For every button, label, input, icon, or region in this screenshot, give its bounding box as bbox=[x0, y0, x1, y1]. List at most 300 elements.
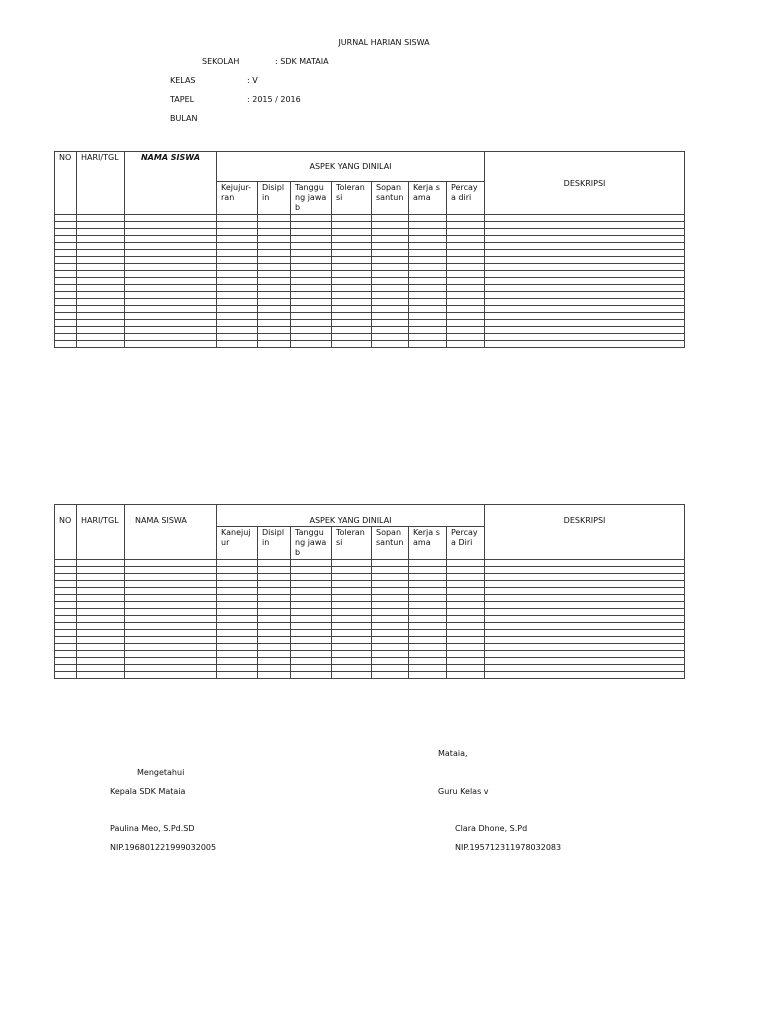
table-cell bbox=[217, 609, 258, 616]
table-row bbox=[55, 651, 685, 658]
table-cell bbox=[447, 257, 485, 264]
table-cell bbox=[77, 306, 125, 313]
table-cell bbox=[217, 327, 258, 334]
col-aspek: ASPEK YANG DINILAI bbox=[217, 505, 485, 527]
table-cell bbox=[291, 609, 332, 616]
table-cell bbox=[258, 581, 291, 588]
table-cell bbox=[55, 574, 77, 581]
table-cell bbox=[291, 658, 332, 665]
table-cell bbox=[447, 320, 485, 327]
table-cell bbox=[409, 215, 447, 222]
table-cell bbox=[291, 602, 332, 609]
table-cell bbox=[409, 285, 447, 292]
table-cell bbox=[291, 616, 332, 623]
col-deskripsi: DESKRIPSI bbox=[485, 152, 685, 215]
table-row bbox=[55, 341, 685, 348]
table-cell bbox=[291, 278, 332, 285]
table-cell bbox=[125, 271, 217, 278]
table-cell bbox=[217, 215, 258, 222]
sub-tanggung-jawab: Tanggung jawab bbox=[291, 182, 332, 215]
table-cell bbox=[409, 278, 447, 285]
table-cell bbox=[485, 574, 685, 581]
table-cell bbox=[332, 658, 372, 665]
table-cell bbox=[409, 616, 447, 623]
table-cell bbox=[485, 320, 685, 327]
table-row bbox=[55, 271, 685, 278]
table-cell bbox=[77, 616, 125, 623]
table-cell bbox=[125, 222, 217, 229]
table-cell bbox=[447, 229, 485, 236]
table-cell bbox=[447, 243, 485, 250]
table-cell bbox=[77, 257, 125, 264]
table-cell bbox=[372, 574, 409, 581]
col-no: NO bbox=[55, 505, 77, 560]
table-row bbox=[55, 306, 685, 313]
table-cell bbox=[217, 243, 258, 250]
table-cell bbox=[332, 630, 372, 637]
table-cell bbox=[332, 313, 372, 320]
page-title: JURNAL HARIAN SISWA bbox=[338, 38, 430, 47]
table-cell bbox=[485, 236, 685, 243]
table-cell bbox=[125, 285, 217, 292]
table-cell bbox=[447, 637, 485, 644]
table-cell bbox=[258, 616, 291, 623]
table-cell bbox=[217, 222, 258, 229]
table-cell bbox=[372, 637, 409, 644]
table-cell bbox=[125, 623, 217, 630]
table-cell bbox=[258, 637, 291, 644]
table-cell bbox=[291, 313, 332, 320]
col-nama-siswa: NAMA SISWA bbox=[125, 152, 217, 215]
table-cell bbox=[77, 250, 125, 257]
table-cell bbox=[217, 341, 258, 348]
kelas-label: KELAS bbox=[170, 76, 196, 85]
table-cell bbox=[77, 271, 125, 278]
col-aspek: ASPEK YANG DINILAI bbox=[217, 152, 485, 182]
table-cell bbox=[77, 665, 125, 672]
sekolah-value: : SDK MATAIA bbox=[275, 57, 329, 66]
table-cell bbox=[217, 257, 258, 264]
sub-tanggung-jawab: Tanggung jawab bbox=[291, 527, 332, 560]
table-cell bbox=[125, 341, 217, 348]
table-cell bbox=[372, 644, 409, 651]
table-cell bbox=[217, 334, 258, 341]
table-cell bbox=[55, 567, 77, 574]
table-cell bbox=[447, 560, 485, 567]
table-cell bbox=[55, 229, 77, 236]
table-cell bbox=[217, 278, 258, 285]
table-cell bbox=[485, 665, 685, 672]
table-cell bbox=[55, 292, 77, 299]
table-cell bbox=[55, 637, 77, 644]
tapel-label: TAPEL bbox=[170, 95, 195, 104]
sub-disiplin: Disiplin bbox=[258, 527, 291, 560]
table-cell bbox=[372, 588, 409, 595]
table-row bbox=[55, 334, 685, 341]
table-cell bbox=[372, 327, 409, 334]
table-cell bbox=[125, 278, 217, 285]
table-cell bbox=[409, 243, 447, 250]
table-cell bbox=[332, 236, 372, 243]
table-cell bbox=[217, 630, 258, 637]
table-cell bbox=[485, 630, 685, 637]
table-cell bbox=[291, 637, 332, 644]
table-cell bbox=[332, 644, 372, 651]
table-cell bbox=[372, 658, 409, 665]
table-cell bbox=[55, 257, 77, 264]
table-cell bbox=[409, 560, 447, 567]
table-cell bbox=[332, 327, 372, 334]
table-cell bbox=[485, 229, 685, 236]
table-row bbox=[55, 665, 685, 672]
table-cell bbox=[447, 222, 485, 229]
table-cell bbox=[217, 560, 258, 567]
table-cell bbox=[291, 222, 332, 229]
table-cell bbox=[55, 609, 77, 616]
table-cell bbox=[77, 623, 125, 630]
sub-kejujuran: Kejujur-ran bbox=[217, 182, 258, 215]
table-cell bbox=[217, 299, 258, 306]
table-cell bbox=[372, 299, 409, 306]
table-cell bbox=[258, 271, 291, 278]
sub-sopan-santun: Sopan santun bbox=[372, 527, 409, 560]
table-cell bbox=[291, 672, 332, 679]
table-cell bbox=[55, 327, 77, 334]
table-cell bbox=[372, 609, 409, 616]
table-cell bbox=[217, 588, 258, 595]
table-cell bbox=[217, 672, 258, 679]
table-cell bbox=[372, 320, 409, 327]
table-row bbox=[55, 595, 685, 602]
table-cell bbox=[291, 623, 332, 630]
table-cell bbox=[77, 320, 125, 327]
table-cell bbox=[409, 651, 447, 658]
table-cell bbox=[125, 334, 217, 341]
table-cell bbox=[372, 236, 409, 243]
table-cell bbox=[447, 313, 485, 320]
table-cell bbox=[258, 609, 291, 616]
table-cell bbox=[291, 285, 332, 292]
table-cell bbox=[409, 609, 447, 616]
table-cell bbox=[372, 602, 409, 609]
table-cell bbox=[332, 299, 372, 306]
table-cell bbox=[447, 292, 485, 299]
table-cell bbox=[291, 215, 332, 222]
table-cell bbox=[372, 215, 409, 222]
table-cell bbox=[447, 665, 485, 672]
table-cell bbox=[258, 602, 291, 609]
table-cell bbox=[125, 299, 217, 306]
table-cell bbox=[409, 665, 447, 672]
table-cell bbox=[372, 630, 409, 637]
table-cell bbox=[258, 595, 291, 602]
table-cell bbox=[372, 264, 409, 271]
table-cell bbox=[409, 222, 447, 229]
table-row bbox=[55, 588, 685, 595]
table-cell bbox=[409, 327, 447, 334]
table-cell bbox=[258, 306, 291, 313]
table-cell bbox=[217, 567, 258, 574]
table-cell bbox=[332, 616, 372, 623]
table-cell bbox=[77, 243, 125, 250]
sub-kejujuran: Kanejujur bbox=[217, 527, 258, 560]
table-cell bbox=[372, 313, 409, 320]
table-cell bbox=[217, 665, 258, 672]
table-cell bbox=[372, 229, 409, 236]
table-cell bbox=[258, 257, 291, 264]
table-cell bbox=[55, 285, 77, 292]
table-cell bbox=[372, 651, 409, 658]
table-cell bbox=[77, 222, 125, 229]
table-row bbox=[55, 602, 685, 609]
table-cell bbox=[372, 285, 409, 292]
table-cell bbox=[125, 567, 217, 574]
table-cell bbox=[77, 651, 125, 658]
table-cell bbox=[447, 327, 485, 334]
journal-table-1 bbox=[54, 151, 685, 348]
table-cell bbox=[258, 278, 291, 285]
table-cell bbox=[125, 250, 217, 257]
table-row bbox=[55, 250, 685, 257]
table-row bbox=[55, 229, 685, 236]
table-cell bbox=[291, 651, 332, 658]
table-cell bbox=[258, 623, 291, 630]
table-cell bbox=[332, 581, 372, 588]
table-cell bbox=[258, 327, 291, 334]
table-cell bbox=[372, 278, 409, 285]
sub-percaya-diri: Percaya diri bbox=[447, 182, 485, 215]
table-cell bbox=[372, 665, 409, 672]
table-cell bbox=[447, 250, 485, 257]
table-cell bbox=[258, 222, 291, 229]
signature-left-role: Kepala SDK Mataia bbox=[110, 787, 186, 796]
table-cell bbox=[217, 651, 258, 658]
table-cell bbox=[55, 320, 77, 327]
table-row bbox=[55, 222, 685, 229]
table-cell bbox=[291, 581, 332, 588]
table-cell bbox=[291, 334, 332, 341]
table-cell bbox=[409, 250, 447, 257]
sub-kerja-sama: Kerja sama bbox=[409, 182, 447, 215]
table-cell bbox=[258, 341, 291, 348]
table-cell bbox=[258, 320, 291, 327]
table-cell bbox=[291, 595, 332, 602]
table-row bbox=[55, 630, 685, 637]
table-cell bbox=[447, 341, 485, 348]
table-cell bbox=[125, 644, 217, 651]
table-cell bbox=[258, 215, 291, 222]
table-cell bbox=[125, 257, 217, 264]
table-cell bbox=[409, 299, 447, 306]
table-cell bbox=[447, 236, 485, 243]
table-cell bbox=[258, 285, 291, 292]
table-cell bbox=[217, 616, 258, 623]
table-cell bbox=[125, 595, 217, 602]
table-cell bbox=[77, 574, 125, 581]
table-row bbox=[55, 560, 685, 567]
table-cell bbox=[55, 602, 77, 609]
table-cell bbox=[332, 320, 372, 327]
table-cell bbox=[291, 320, 332, 327]
table-cell bbox=[332, 257, 372, 264]
signature-left-nip: NIP.196801221999032005 bbox=[110, 843, 217, 852]
col-hari-tgl: HARI/TGL bbox=[77, 152, 125, 215]
table-cell bbox=[409, 602, 447, 609]
table-cell bbox=[77, 292, 125, 299]
table-cell bbox=[55, 560, 77, 567]
table-cell bbox=[372, 306, 409, 313]
table-cell bbox=[77, 581, 125, 588]
table-row bbox=[55, 637, 685, 644]
table-cell bbox=[485, 560, 685, 567]
table-row bbox=[55, 567, 685, 574]
table-cell bbox=[258, 665, 291, 672]
table-cell bbox=[258, 250, 291, 257]
table-cell bbox=[332, 651, 372, 658]
table-row bbox=[55, 327, 685, 334]
table-cell bbox=[55, 250, 77, 257]
table-cell bbox=[125, 630, 217, 637]
table-cell bbox=[258, 334, 291, 341]
table-cell bbox=[55, 243, 77, 250]
table-cell bbox=[447, 595, 485, 602]
table-cell bbox=[55, 623, 77, 630]
table-cell bbox=[217, 264, 258, 271]
table-cell bbox=[485, 588, 685, 595]
table-cell bbox=[485, 215, 685, 222]
bulan-label: BULAN bbox=[170, 114, 198, 123]
table-row bbox=[55, 616, 685, 623]
table-cell bbox=[217, 292, 258, 299]
table-cell bbox=[125, 306, 217, 313]
table-cell bbox=[332, 341, 372, 348]
col-deskripsi: DESKRIPSI bbox=[485, 505, 685, 560]
table-cell bbox=[485, 595, 685, 602]
table-cell bbox=[332, 334, 372, 341]
table-cell bbox=[409, 658, 447, 665]
table-cell bbox=[372, 334, 409, 341]
table-cell bbox=[77, 215, 125, 222]
table-row bbox=[55, 236, 685, 243]
table-cell bbox=[125, 637, 217, 644]
table-cell bbox=[291, 243, 332, 250]
table-cell bbox=[125, 602, 217, 609]
table-cell bbox=[409, 341, 447, 348]
table-cell bbox=[258, 644, 291, 651]
sub-kerja-sama: Kerja sama bbox=[409, 527, 447, 560]
signature-right-role: Guru Kelas v bbox=[438, 787, 489, 796]
table-row bbox=[55, 574, 685, 581]
table-cell bbox=[409, 595, 447, 602]
table-cell bbox=[125, 665, 217, 672]
table-cell bbox=[55, 313, 77, 320]
table-cell bbox=[485, 602, 685, 609]
table-cell bbox=[485, 285, 685, 292]
table-cell bbox=[447, 588, 485, 595]
table-cell bbox=[77, 299, 125, 306]
table-cell bbox=[55, 644, 77, 651]
table-cell bbox=[291, 236, 332, 243]
table-cell bbox=[409, 271, 447, 278]
table-cell bbox=[55, 630, 77, 637]
table-cell bbox=[125, 320, 217, 327]
table-cell bbox=[291, 665, 332, 672]
table-cell bbox=[447, 623, 485, 630]
table-cell bbox=[258, 264, 291, 271]
table-cell bbox=[217, 581, 258, 588]
table-cell bbox=[217, 306, 258, 313]
table-cell bbox=[258, 229, 291, 236]
table-cell bbox=[332, 229, 372, 236]
table-cell bbox=[485, 292, 685, 299]
table-cell bbox=[485, 623, 685, 630]
table-cell bbox=[332, 243, 372, 250]
table-row bbox=[55, 320, 685, 327]
signature-place: Mataia, bbox=[438, 749, 468, 758]
table-cell bbox=[332, 306, 372, 313]
table-cell bbox=[372, 581, 409, 588]
sub-sopan-santun: Sopan santun bbox=[372, 182, 409, 215]
journal-table-2 bbox=[54, 504, 685, 679]
table-cell bbox=[291, 271, 332, 278]
table-cell bbox=[217, 285, 258, 292]
table-row bbox=[55, 581, 685, 588]
table-cell bbox=[409, 588, 447, 595]
table-cell bbox=[55, 222, 77, 229]
sub-toleransi: Toleransi bbox=[332, 182, 372, 215]
signature-mengetahui: Mengetahui bbox=[137, 768, 185, 777]
table-cell bbox=[372, 616, 409, 623]
table-cell bbox=[258, 560, 291, 567]
table-cell bbox=[55, 264, 77, 271]
table-cell bbox=[217, 644, 258, 651]
table-cell bbox=[409, 320, 447, 327]
table-row bbox=[55, 278, 685, 285]
table-cell bbox=[485, 278, 685, 285]
table-row bbox=[55, 264, 685, 271]
table-cell bbox=[291, 306, 332, 313]
table-cell bbox=[77, 658, 125, 665]
table-cell bbox=[55, 651, 77, 658]
table-cell bbox=[485, 644, 685, 651]
table-cell bbox=[125, 588, 217, 595]
table-cell bbox=[447, 306, 485, 313]
table-cell bbox=[409, 623, 447, 630]
table-cell bbox=[258, 243, 291, 250]
table-row bbox=[55, 658, 685, 665]
table-cell bbox=[447, 574, 485, 581]
table-cell bbox=[332, 264, 372, 271]
kelas-value: : V bbox=[247, 76, 258, 85]
table-cell bbox=[485, 299, 685, 306]
table-cell bbox=[485, 651, 685, 658]
table-cell bbox=[485, 306, 685, 313]
sub-percaya-diri: Percaya Diri bbox=[447, 527, 485, 560]
table-cell bbox=[485, 222, 685, 229]
table-cell bbox=[125, 609, 217, 616]
table-cell bbox=[372, 623, 409, 630]
table-cell bbox=[291, 567, 332, 574]
table-cell bbox=[291, 341, 332, 348]
table-cell bbox=[125, 236, 217, 243]
col-hari-tgl: HARI/TGL bbox=[77, 505, 125, 560]
table-cell bbox=[332, 595, 372, 602]
table-cell bbox=[409, 236, 447, 243]
table-cell bbox=[55, 271, 77, 278]
table-cell bbox=[55, 588, 77, 595]
table-cell bbox=[332, 278, 372, 285]
signature-right-nip: NIP.195712311978032083 bbox=[455, 843, 562, 852]
